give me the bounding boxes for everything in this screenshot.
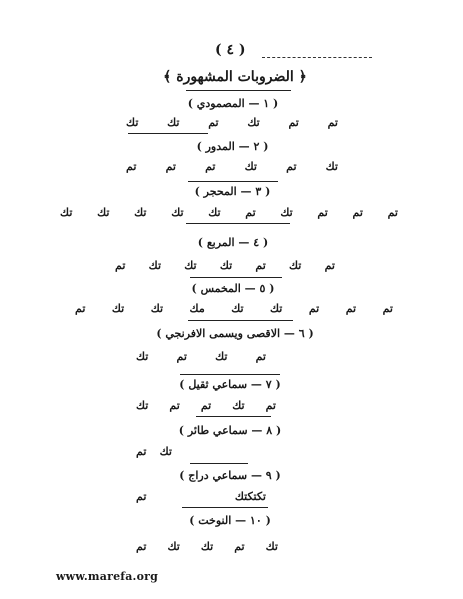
beat: تك — [265, 540, 278, 553]
beat: مك — [189, 302, 205, 315]
beat: تم — [382, 302, 393, 315]
beat: تك — [215, 350, 228, 363]
website-footer: www.marefa.org — [56, 570, 159, 583]
beat: تك — [136, 350, 149, 363]
beat: تك — [159, 445, 172, 458]
beat: تك — [148, 259, 162, 272]
beat: تك — [208, 206, 221, 219]
beat: تم — [345, 302, 357, 315]
beat: تك — [325, 160, 338, 173]
beat: تم — [136, 540, 147, 553]
rhythm-heading: ( ١ — المصمودي ) — [187, 97, 279, 110]
rhythm-beats — [126, 116, 338, 129]
rhythm-beats — [75, 302, 393, 315]
beat: تم — [324, 259, 335, 272]
beat: تم — [255, 350, 266, 363]
beat: تم — [169, 399, 180, 412]
rhythm-beats — [136, 540, 278, 553]
beat: تكتكتك — [234, 490, 266, 503]
beat: تك — [232, 399, 245, 412]
rhythm-beats — [136, 399, 276, 412]
beat: تم — [327, 116, 338, 129]
beat: تم — [115, 259, 126, 272]
beat: تم — [245, 206, 256, 219]
beat: تك — [280, 206, 293, 219]
beat-underline — [128, 133, 208, 134]
beat: تم — [136, 445, 147, 458]
rhythm-beats — [126, 160, 338, 173]
beat: تك — [270, 302, 283, 315]
beat: تم — [317, 206, 328, 219]
rhythm-heading: ( ٥ — المخمس ) — [191, 282, 275, 295]
beat: تم — [126, 160, 137, 173]
beat-underline — [190, 277, 282, 278]
beat: تم — [208, 116, 219, 129]
beat: تك — [171, 206, 184, 219]
beat: تم — [234, 540, 245, 553]
beat: تك — [97, 206, 110, 219]
rhythm-beats — [136, 490, 266, 503]
beat: تك — [136, 399, 149, 412]
beat: تم — [200, 399, 212, 412]
beat-underline — [186, 223, 290, 224]
beat: تك — [200, 540, 214, 553]
title-underline — [186, 90, 291, 91]
beat: تك — [167, 116, 180, 129]
rhythm-beats — [136, 350, 266, 363]
beat: تك — [219, 259, 233, 272]
rhythm-heading: ( ٧ — سماعي ثقيل ) — [179, 378, 281, 391]
beat: تم — [75, 302, 86, 315]
beat: تك — [126, 116, 139, 129]
rhythm-beats — [136, 445, 172, 458]
beat: تم — [288, 116, 299, 129]
beat: تم — [176, 350, 187, 363]
heading-overline — [180, 374, 280, 375]
heading-overline — [190, 463, 248, 464]
beat-underline — [182, 507, 268, 508]
rhythm-heading: ( ٩ — سماعي دراج ) — [179, 469, 281, 482]
page-title: ﴿ الضروبات المشهورة ﴾ — [163, 69, 307, 85]
rhythm-heading: ( ١٠ — النوخت ) — [189, 514, 271, 527]
beat: تك — [231, 302, 244, 315]
beat: تك — [134, 206, 147, 219]
rhythm-heading: ( ٤ — المربع ) — [197, 236, 269, 249]
beat: تم — [165, 160, 176, 173]
beat: تك — [184, 259, 197, 272]
beat: تك — [289, 259, 302, 272]
beat: تم — [136, 490, 147, 503]
rhythm-heading: ( ٢ — المدور ) — [196, 140, 269, 153]
rhythm-beats — [60, 206, 398, 219]
heading-overline — [188, 181, 278, 182]
beat: تم — [387, 206, 398, 219]
rhythm-heading: ( ٦ — الاقصى ويسمى الافرنجي ) — [156, 327, 314, 340]
rhythm-heading: ( ٣ — المحجر ) — [194, 185, 271, 198]
beat: تم — [286, 160, 297, 173]
beat: تك — [247, 116, 260, 129]
beat-underline — [196, 416, 271, 417]
beat: تم — [265, 399, 276, 412]
beat-underline — [188, 320, 293, 321]
beat: تم — [255, 259, 266, 272]
beat: تك — [60, 206, 73, 219]
rhythm-beats — [115, 259, 335, 272]
beat: تك — [111, 302, 125, 315]
top-dashed-rule — [262, 57, 372, 58]
beat: تم — [205, 160, 216, 173]
page-number: ( ٤ ) — [215, 42, 246, 58]
beat: تم — [352, 206, 363, 219]
beat: تم — [308, 302, 320, 315]
rhythm-heading: ( ٨ — سماعي طائر ) — [178, 424, 282, 437]
beat: تك — [244, 160, 257, 173]
beat: تك — [150, 302, 164, 315]
beat: تك — [167, 540, 180, 553]
